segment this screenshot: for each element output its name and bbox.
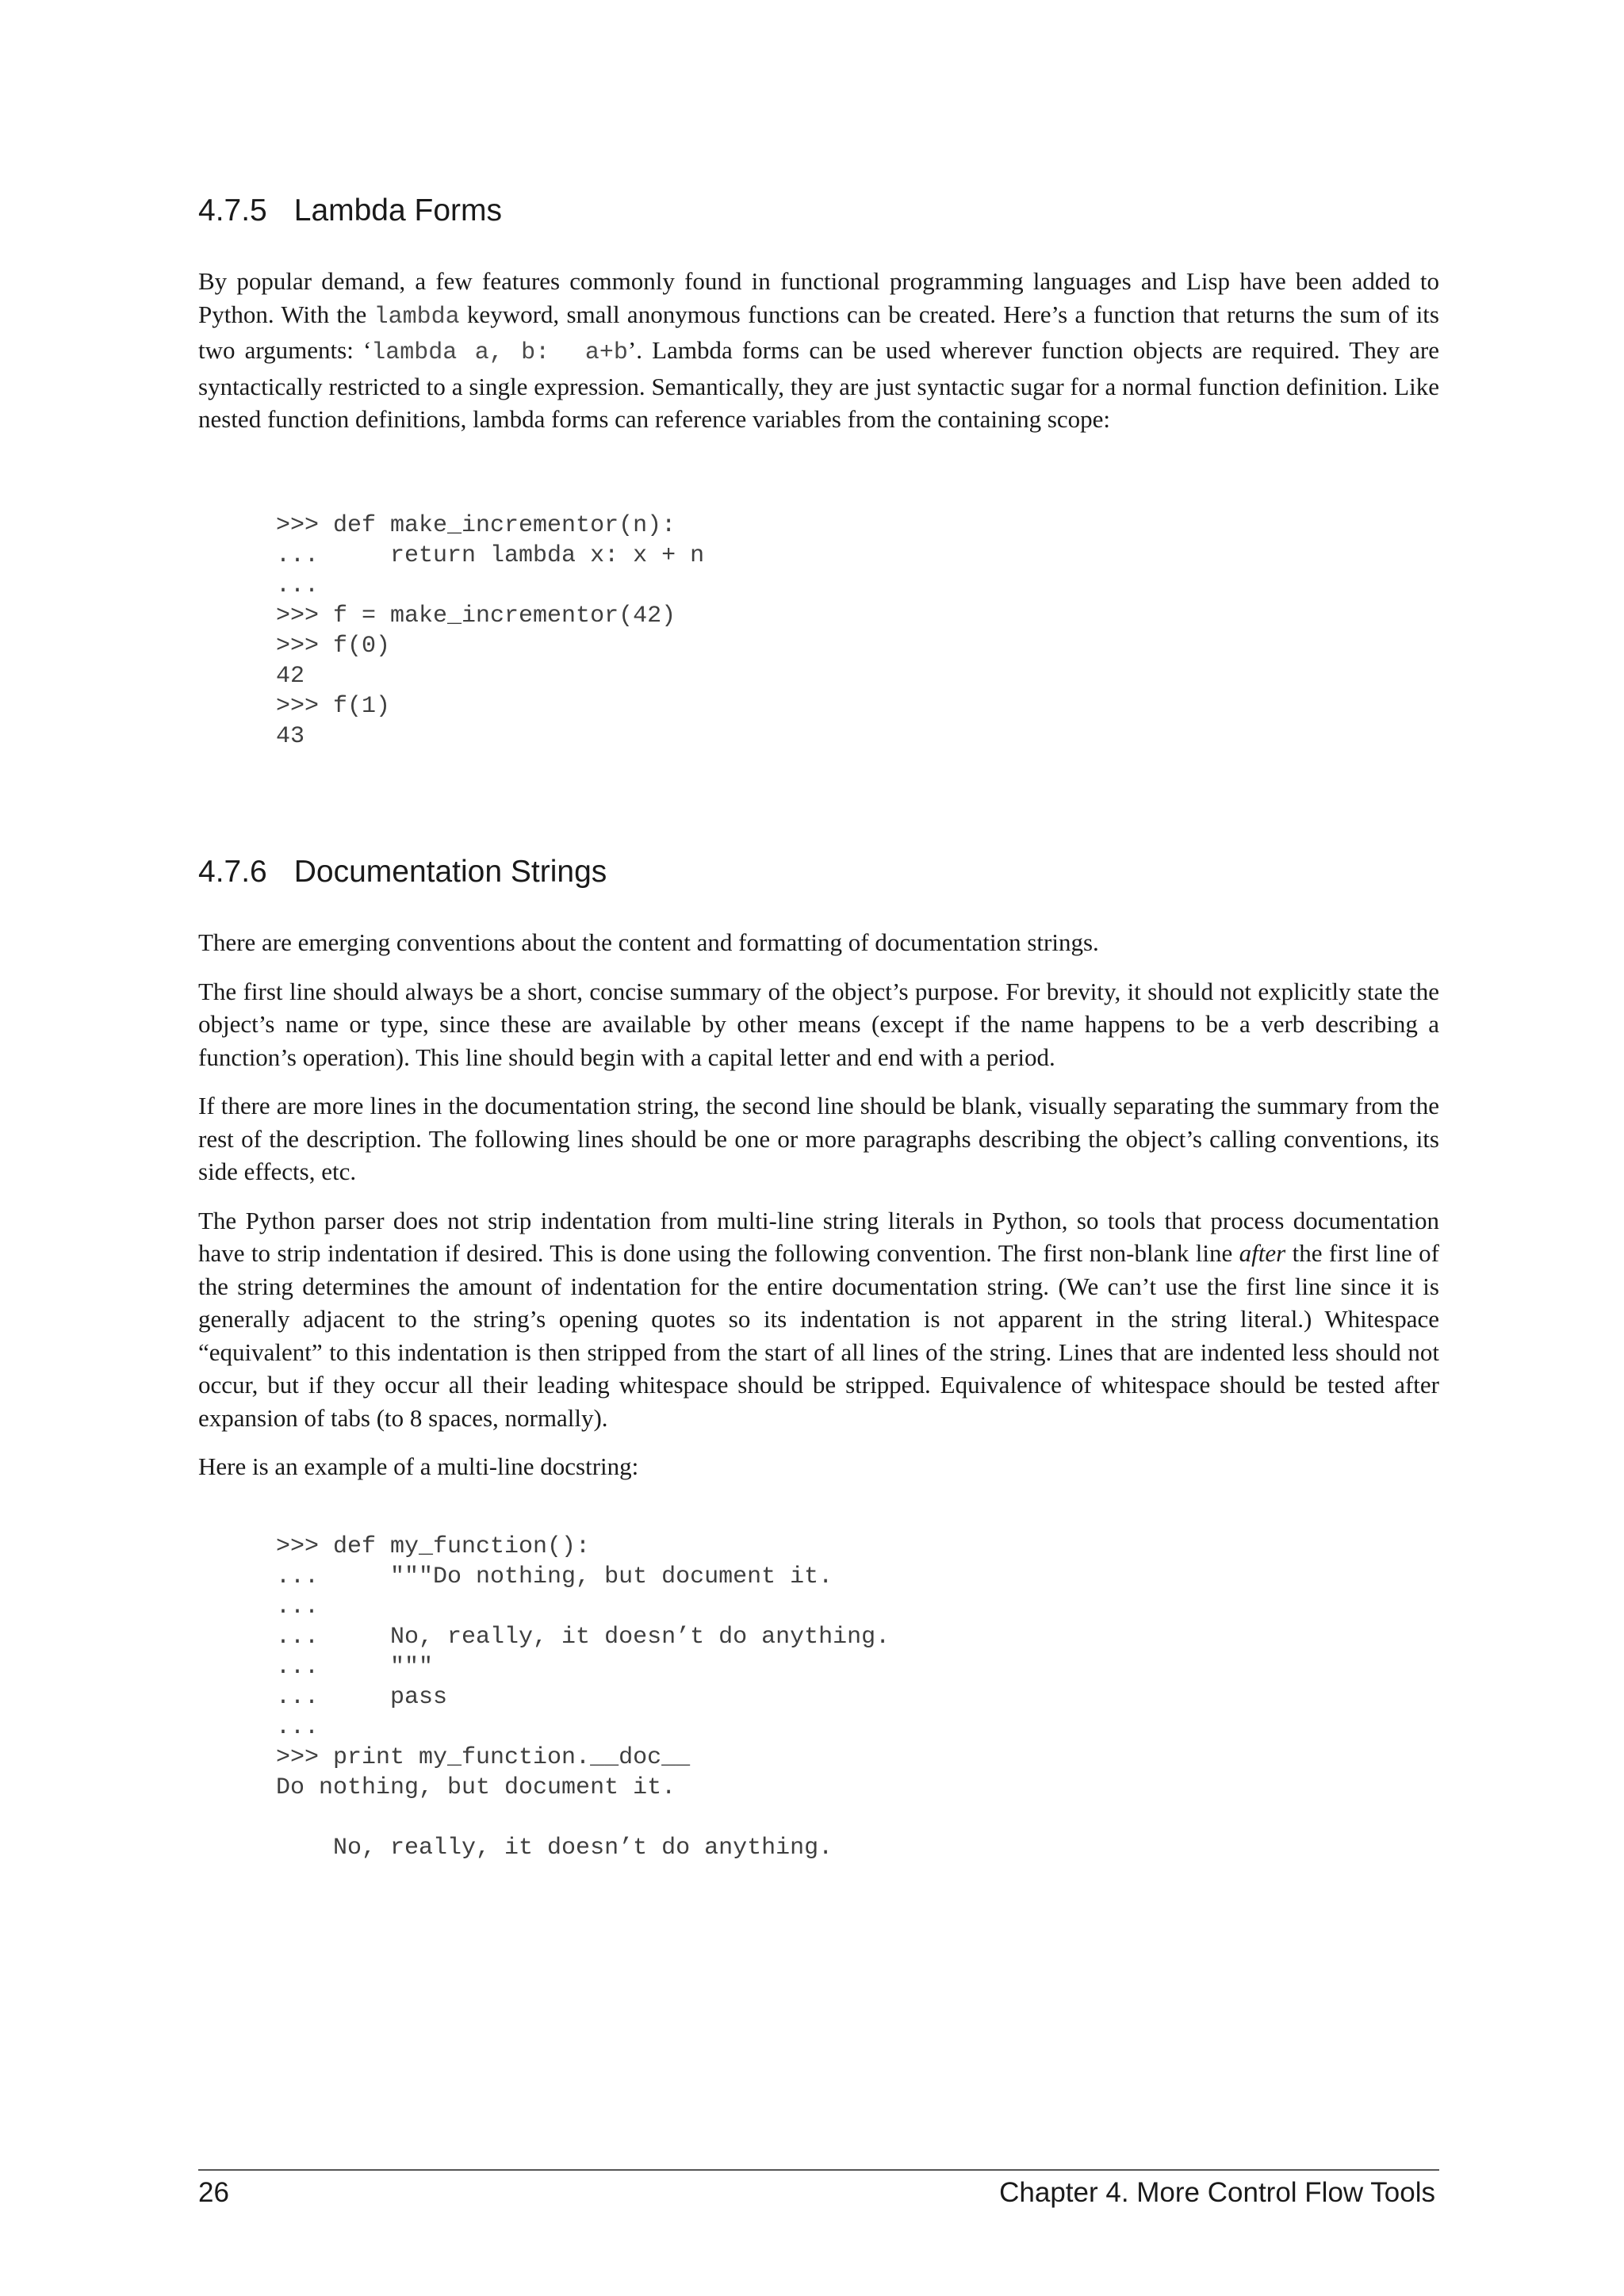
inline-code: lambda (373, 303, 460, 331)
section-body-lambda-forms (198, 265, 1439, 452)
paragraph-text: the first line of the string determines the amount of indentation for the entire documentation string. (We can’t use the first line since it is generally adjacent to the string’s opening quotes so its indentation is not apparent in the string literal.) Whitespace “equivalent” to this indentation is then stripped from the start of all lines of the string. Lines that are indented less should not occur, but if they occur all their leading whitespace should be stripped. Equivalence of whitespace should be tested after expansion of tabs (to 8 spaces, normally). (198, 1239, 1439, 1432)
code-line: >>> f(1) (276, 693, 391, 720)
code-line: 42 (276, 663, 305, 690)
paragraph: If there are more lines in the documentation string, the second line should be blank, visually separating the summary from the rest of the description. The following lines should be one or more paragraphs describing the object’s calling conventions, its side effects, etc. (198, 1092, 1439, 1185)
document-page (198, 0, 1439, 2296)
paragraph-text: By popular demand, a few features commonly found in functional programming languages and Lisp have been added to Python. With the (198, 267, 1439, 328)
emphasis: after (1239, 1239, 1286, 1267)
code-line: No, really, it doesn’t do anything. (276, 1835, 833, 1862)
paragraph: There are emerging conventions about the content and formatting of documentation strings. (198, 928, 1099, 956)
section-title: Lambda Forms (293, 193, 503, 228)
section-heading-lambda-forms (198, 193, 502, 228)
code-line: ... (276, 1714, 320, 1741)
code-line: ... (276, 572, 320, 599)
section-title: Documentation Strings (293, 855, 607, 889)
code-line: Do nothing, but document it. (276, 1774, 676, 1801)
code-line: ... """Do nothing, but document it. (276, 1563, 833, 1590)
code-line: ... No, really, it doesn’t do anything. (276, 1624, 891, 1651)
code-block-docstring-example (276, 1532, 890, 1863)
section-body-documentation-strings (198, 926, 1439, 1499)
code-line: ... (276, 1594, 320, 1621)
code-line: ... return lambda x: x + n (276, 542, 705, 569)
code-line: >>> f = make_incrementor(42) (276, 603, 676, 629)
section-number: 4.7.6 (198, 855, 267, 889)
code-line: >>> def make_incrementor(n): (276, 512, 676, 539)
code-line (276, 1803, 890, 1833)
code-block-lambda-example (276, 511, 704, 752)
paragraph: The first line should always be a short, concise summary of the object’s purpose. For brevity, it should not explicitly state the object’s name or type, since these are available by other means (except if the name happens to be a verb describing a function’s operation). This line should begin with a capital letter and end with a period. (198, 977, 1439, 1071)
chapter-title: Chapter 4. More Control Flow Tools (999, 2177, 1435, 2208)
paragraph-text: ’. Lambda forms can be used wherever function objects are required. They are syntactically restricted to a single expression. Semantically, they are just syntactic sugar for a normal function definition. Like nested function definitions, lambda forms can reference variables from the containing scope: (198, 336, 1439, 433)
paragraph-text: The Python parser does not strip indentation from multi-line string literals in Python, so tools that process documentation have to strip indentation if desired. This is done using the following convention. The first non-blank line (198, 1206, 1439, 1267)
page-number: 26 (198, 2177, 229, 2208)
paragraph (198, 265, 1439, 436)
code-line: >>> f(0) (276, 633, 391, 660)
code-line: ... """ (276, 1654, 434, 1681)
code-line: >>> def my_function(): (276, 1533, 591, 1560)
paragraph-text: keyword, small anonymous functions can be created. Here’s a function that returns the sum of its two arguments: ‘ (198, 300, 1439, 364)
footer-divider (198, 2169, 1439, 2171)
code-line: ... pass (276, 1684, 448, 1711)
paragraph: Here is an example of a multi-line docstring: (198, 1452, 639, 1480)
code-line: >>> print my_function.__doc__ (276, 1744, 691, 1771)
section-heading-documentation-strings (198, 855, 607, 890)
paragraph (198, 1204, 1439, 1435)
section-number: 4.7.5 (198, 193, 267, 228)
code-line: 43 (276, 723, 305, 750)
inline-code: lambda a, b: a+b (371, 339, 628, 366)
